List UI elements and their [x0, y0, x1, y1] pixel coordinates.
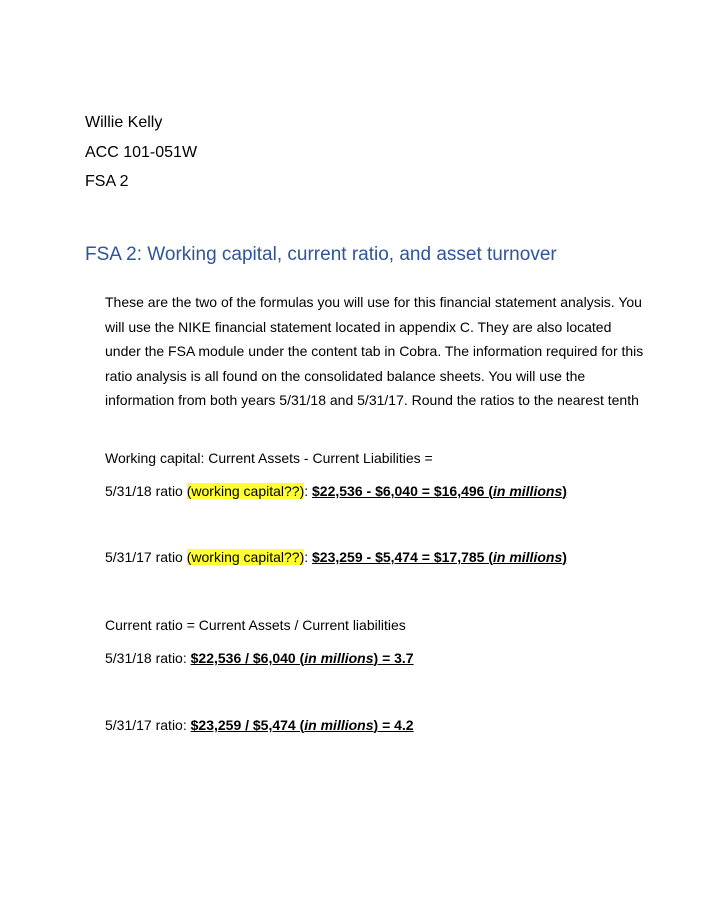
answer-unit: in millions	[304, 717, 374, 733]
course-code: ACC 101-051W	[85, 144, 198, 161]
row-separator: :	[304, 549, 313, 565]
answer-2018	[191, 650, 414, 666]
answer-2017	[191, 717, 414, 733]
row-prefix: 5/31/18 ratio:	[105, 650, 191, 666]
answer-calculation: $22,536 / $6,040 (	[190, 650, 305, 666]
answer-unit: in millions	[493, 483, 563, 499]
answer-close: )	[562, 483, 567, 499]
answer-close: ) = 4.2	[373, 717, 414, 733]
highlighted-question: (working capital??)	[186, 483, 305, 499]
assignment-label: FSA 2	[85, 173, 129, 190]
working-capital-2018-row	[105, 482, 567, 500]
current-ratio-2017-row	[105, 716, 414, 734]
row-prefix: 5/31/17 ratio	[105, 549, 187, 565]
current-ratio-2018-row	[105, 649, 414, 667]
answer-close: )	[562, 549, 567, 565]
working-capital-formula: Working capital: Current Assets - Current Liabilities =	[105, 450, 433, 466]
answer-2017	[312, 549, 567, 565]
answer-calculation: $22,536 - $6,040 = $16,496 (	[312, 483, 493, 499]
document-title: FSA 2: Working capital, current ratio, and asset turnover	[85, 244, 557, 265]
answer-calculation: $23,259 - $5,474 = $17,785 (	[312, 549, 493, 565]
highlighted-question: (working capital??)	[186, 549, 305, 565]
row-prefix: 5/31/18 ratio	[105, 483, 187, 499]
answer-close: ) = 3.7	[373, 650, 414, 666]
answer-2018	[312, 483, 567, 499]
current-ratio-formula: Current ratio = Current Assets / Current liabilities	[105, 617, 406, 633]
author-name: Willie Kelly	[85, 114, 163, 131]
row-prefix: 5/31/17 ratio:	[105, 717, 191, 733]
answer-unit: in millions	[493, 549, 563, 565]
answer-unit: in millions	[304, 650, 374, 666]
row-separator: :	[304, 483, 313, 499]
intro-paragraph: These are the two of the formulas you will use for this financial statement analysis. You will use the NIKE financial statement located in appendix C. They are also located under the FSA module under the content tab in Cobra. The information required for this ratio analysis is all found on the consolidated balance sheets. You will use the information from both years 5/31/18 and 5/31/17. Round the ratios to the nearest tenth	[105, 294, 644, 408]
answer-calculation: $23,259 / $5,474 (	[190, 717, 305, 733]
working-capital-2017-row	[105, 548, 567, 566]
